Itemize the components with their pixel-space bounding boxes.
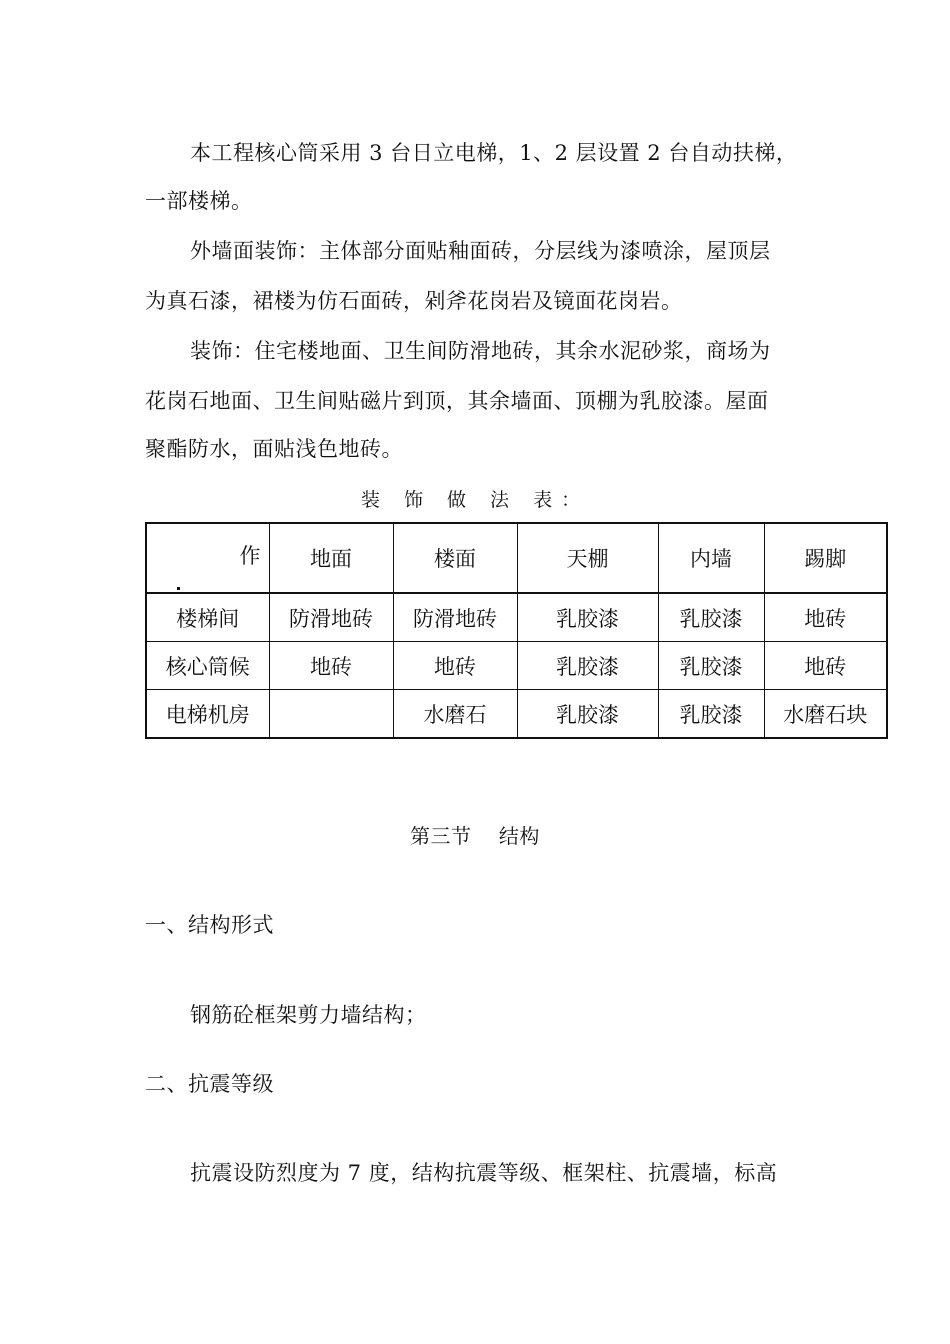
- paragraph-decoration-line2: 花岗石地面、卫生间贴磁片到顶，其余墙面、顶棚为乳胶漆。屋面: [145, 389, 769, 413]
- header-skirting: 踢脚: [764, 523, 887, 593]
- table-cell: 乳胶漆: [658, 690, 764, 739]
- paragraph-exterior-line2: 为真石漆，裙楼为仿石面砖，剁斧花岗岩及镜面花岗岩。: [145, 289, 683, 313]
- table-cell: 地砖: [764, 593, 887, 642]
- row-label: 核心筒候: [146, 642, 269, 690]
- table-cell: 乳胶漆: [517, 690, 658, 739]
- header-floor: 地面: [269, 523, 393, 593]
- table-cell: 乳胶漆: [658, 642, 764, 690]
- row-label: 电梯机房: [146, 690, 269, 739]
- table-row: [146, 690, 887, 739]
- table-caption: 装 饰 做 法 表：: [360, 489, 590, 511]
- heading-structure-form: 一、结构形式: [145, 913, 274, 937]
- header-upper-floor: 楼面: [393, 523, 517, 593]
- table-cell: 防滑地砖: [393, 593, 517, 642]
- table-cell: [269, 690, 393, 739]
- table-row: [146, 593, 887, 642]
- table-corner-cell: [146, 523, 269, 593]
- table-cell: 防滑地砖: [269, 593, 393, 642]
- table-cell: 乳胶漆: [517, 642, 658, 690]
- row-label: 楼梯间: [146, 593, 269, 642]
- table-cell: 乳胶漆: [658, 593, 764, 642]
- table-cell: 地砖: [764, 642, 887, 690]
- corner-mark: [177, 587, 180, 590]
- header-ceiling: 天棚: [517, 523, 658, 593]
- table-header-row: [146, 523, 887, 593]
- decoration-table: [145, 522, 888, 739]
- table-cell: 地砖: [269, 642, 393, 690]
- heading-seismic-grade: 二、抗震等级: [145, 1072, 274, 1096]
- table-cell: 乳胶漆: [517, 593, 658, 642]
- table-row: [146, 642, 887, 690]
- paragraph-elevators-line2: 一部楼梯。: [145, 189, 253, 213]
- paragraph-exterior-line1: 外墙面装饰：主体部分面贴釉面砖，分层线为漆喷涂，屋顶层: [190, 239, 771, 263]
- section-title: 第三节 结构: [410, 824, 540, 848]
- paragraph-elevators-line1: 本工程核心筒采用 3 台日立电梯，1、2 层设置 2 台自动扶梯，: [190, 141, 798, 165]
- corner-label: 作: [239, 544, 261, 568]
- header-interior-wall: 内墙: [658, 523, 764, 593]
- text-structure-form: 钢筋砼框架剪力墙结构；: [190, 1003, 427, 1027]
- paragraph-decoration-line1: 装饰：住宅楼地面、卫生间防滑地砖，其余水泥砂浆，商场为: [190, 339, 771, 363]
- table-cell: 水磨石: [393, 690, 517, 739]
- table-cell: 水磨石块: [764, 690, 887, 739]
- text-seismic-grade: 抗震设防烈度为 7 度，结构抗震等级、框架柱、抗震墙，标高: [190, 1161, 778, 1185]
- paragraph-decoration-line3: 聚酯防水，面贴浅色地砖。: [145, 437, 403, 461]
- table-cell: 地砖: [393, 642, 517, 690]
